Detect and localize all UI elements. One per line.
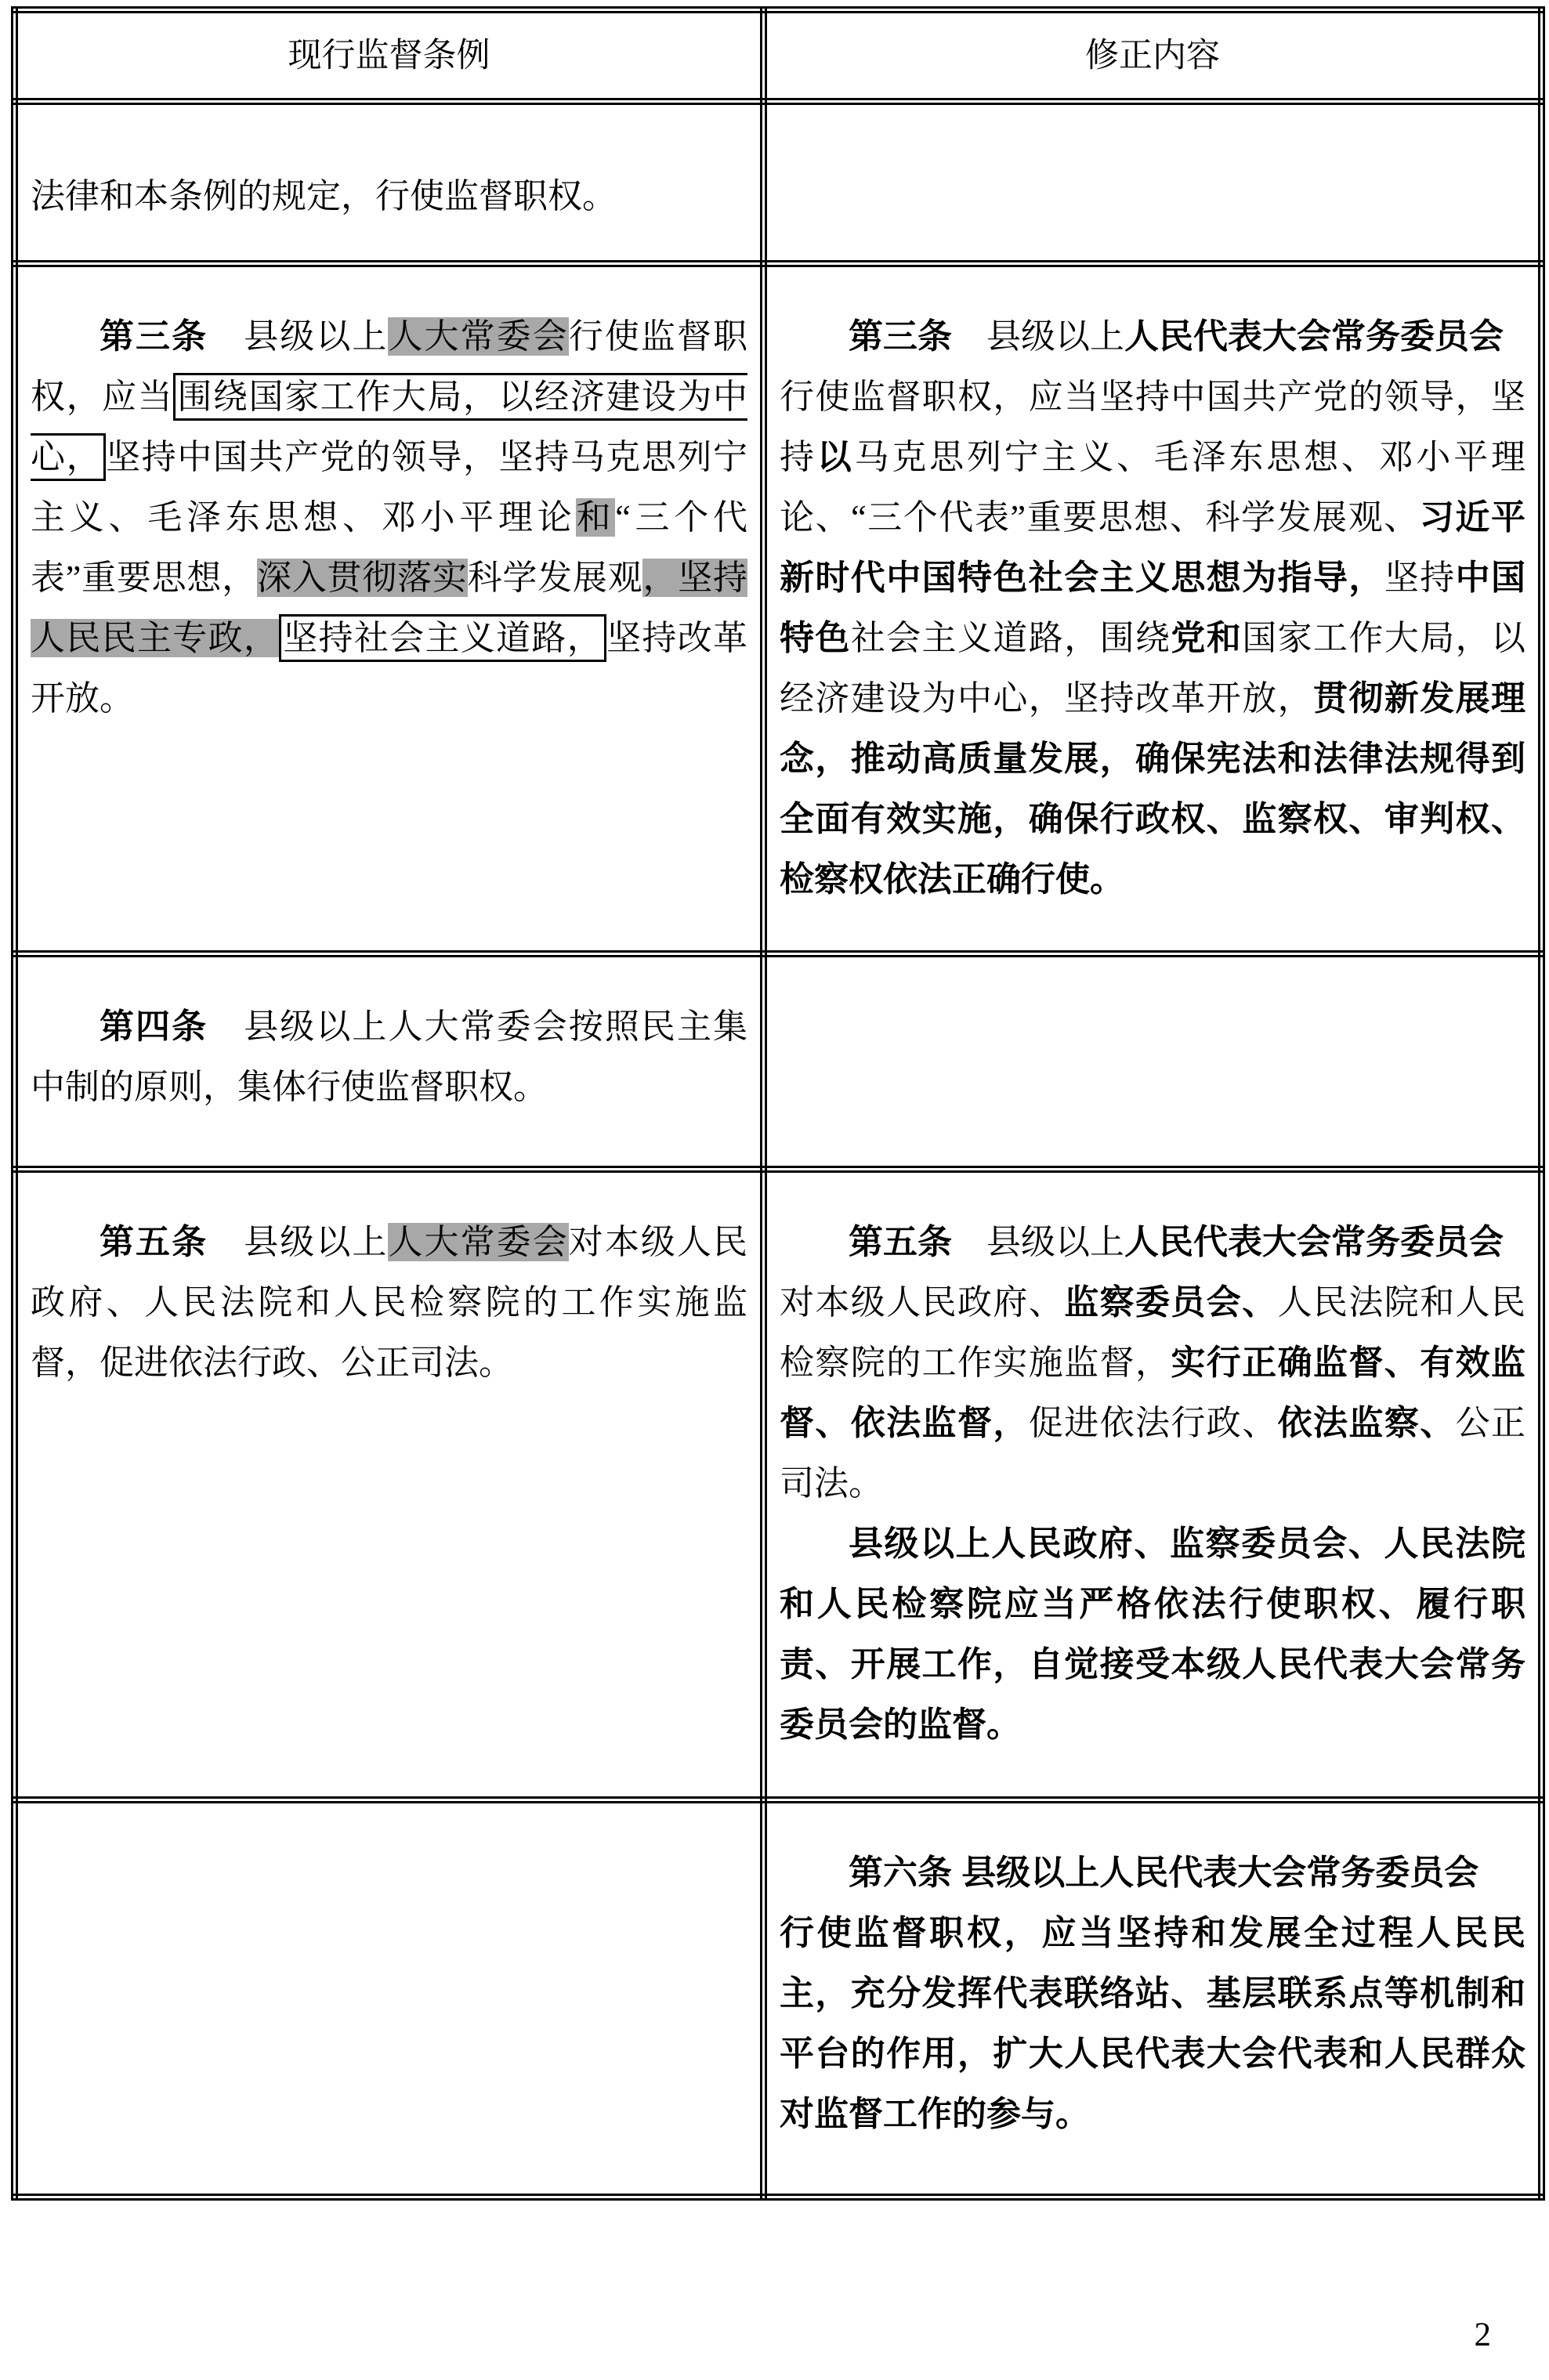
- cell-current-row-article-4: [15, 954, 764, 1170]
- paragraph: [780, 306, 1525, 910]
- paragraph: [31, 1212, 747, 1393]
- paragraph: [31, 996, 747, 1117]
- row-article-6: [15, 1800, 1542, 2197]
- table-body: [15, 102, 1542, 2197]
- text-segment-new: 依法监察、: [1277, 1404, 1456, 1442]
- comparison-table: [11, 6, 1545, 2201]
- text-segment-new: 第四条: [100, 1007, 208, 1046]
- text-segment-new: 习近平新时代中国特色社会主义思想为指导，: [780, 498, 1525, 597]
- paragraph: [780, 1843, 1525, 2144]
- text-segment-moved: 围绕国家工作大局，以经济建设为中心，: [31, 373, 747, 481]
- text-segment-deleted: 人大常委会: [388, 317, 569, 356]
- text-segment-new: 以: [816, 438, 855, 476]
- text-segment: 人民法院和人民检察院的工作实施监督，: [780, 1283, 1526, 1382]
- text-segment: 坚持改革开放。: [31, 619, 748, 718]
- text-segment-new: 第三条: [100, 317, 208, 356]
- text-segment: 对本级人民政府、人民法院和人民检察院的工作实施监督，促进依法行政、公正司法。: [31, 1223, 748, 1382]
- text-segment: 对本级人民政府、: [780, 1283, 1065, 1322]
- text-segment-moved: 坚持社会主义道路，: [279, 614, 606, 662]
- text-segment-new: 行使监督职权，应当坚持和发展全过程人民民主，充分发挥代表联络站、基层联系点等机制和平台的作用，扩大人民代表大会代表和人民群众对监督工作的参与。: [780, 1914, 1525, 2133]
- cell-current-row-article-3: [15, 264, 764, 954]
- text-segment-new: 贯彻新发展理念，推动高质量发展，确保宪法和法律法规得到全面有效实施，确保行政权、监察权、审判权、检察权依法正确行使。: [780, 679, 1525, 899]
- text-segment: “三个代表”重要思想，: [31, 498, 748, 597]
- text-segment-new: 人民代表大会常务委员会: [1124, 317, 1504, 356]
- text-segment-new: 监察委员会、: [1064, 1283, 1278, 1322]
- column-header-current: 现行监督条例: [15, 10, 764, 102]
- text-segment-deleted: 人大常委会: [388, 1223, 569, 1261]
- cell-amendment-row-continuation: [764, 102, 1542, 264]
- text-segment: 社会主义道路，围绕: [850, 619, 1171, 657]
- text-segment-new: 中国特色: [780, 559, 1526, 657]
- row-article-3: [15, 264, 1542, 954]
- text-segment: 公正司法。: [780, 1404, 1526, 1503]
- cell-current-row-article-5: [15, 1170, 764, 1800]
- text-segment: 坚持中国共产党的领导，坚持马克思列宁主义、毛泽东思想、邓小平理论: [31, 438, 748, 537]
- text-segment-new: 第六条 县级以上人民代表大会常务委员会: [849, 1854, 1479, 1892]
- text-segment: 县级以上: [952, 317, 1124, 356]
- text-segment-new: 县级以上人民政府、监察委员会、人民法院和人民检察院应当严格依法行使职权、履行职责、开展工作，自觉接受本级人民代表大会常务委员会的监督。: [780, 1525, 1525, 1744]
- row-article-5: [15, 1170, 1542, 1800]
- text-segment-deleted: 和: [576, 498, 616, 537]
- cell-amendment-row-article-5: [764, 1170, 1542, 1800]
- paragraph: [780, 1514, 1525, 1755]
- table-header-row: [15, 10, 1542, 102]
- text-segment: 县级以上: [208, 1223, 389, 1261]
- text-segment-new: 第五条: [100, 1223, 208, 1261]
- text-segment: 促进依法行政、: [1028, 1404, 1278, 1442]
- text-segment: 马克思列宁主义、毛泽东思想、邓小平理论、“三个代表”重要思想、科学发展观、: [780, 438, 1526, 537]
- cell-amendment-row-article-3: [764, 264, 1542, 954]
- paragraph: [31, 166, 747, 226]
- text-segment: 县级以上人大常委会按照民主集中制的原则，集体行使监督职权。: [31, 1007, 748, 1106]
- text-segment: 行使监督职权，应当坚持中国共产党的领导，坚持: [780, 378, 1525, 476]
- page-number: 2: [1474, 2317, 1491, 2353]
- text-segment-new: 党和: [1171, 619, 1243, 657]
- text-segment-deleted: ，坚持人民民主专政，: [31, 559, 748, 657]
- cell-amendment-row-article-4: [764, 954, 1542, 1170]
- text-segment: 县级以上: [208, 317, 389, 356]
- text-segment-new: 第三条: [849, 317, 952, 356]
- row-continuation: [15, 102, 1542, 264]
- paragraph: [780, 1212, 1525, 1514]
- text-segment-new: 第五条: [849, 1223, 952, 1261]
- text-segment-deleted: 深入贯彻落实: [256, 559, 468, 597]
- row-article-4: [15, 954, 1542, 1170]
- text-segment: 科学发展观: [467, 559, 643, 597]
- cell-current-row-continuation: [15, 102, 764, 264]
- text-segment: 县级以上: [952, 1223, 1124, 1261]
- text-segment: 法律和本条例的规定，行使监督职权。: [31, 177, 617, 215]
- text-segment-new: 实行正确监督、有效监督、依法监督，: [780, 1344, 1526, 1442]
- text-segment: 国家工作大局，以经济建设为中心，坚持改革开放，: [780, 619, 1526, 718]
- cell-amendment-row-article-6: [764, 1800, 1542, 2197]
- paragraph: [31, 306, 747, 729]
- text-segment-new: 人民代表大会常务委员会: [1124, 1223, 1504, 1261]
- text-segment: 坚持: [1384, 559, 1456, 597]
- text-segment: 行使监督职权，应当: [31, 317, 748, 416]
- cell-current-row-article-6: [15, 1800, 764, 2197]
- column-header-amendment: 修正内容: [764, 10, 1542, 102]
